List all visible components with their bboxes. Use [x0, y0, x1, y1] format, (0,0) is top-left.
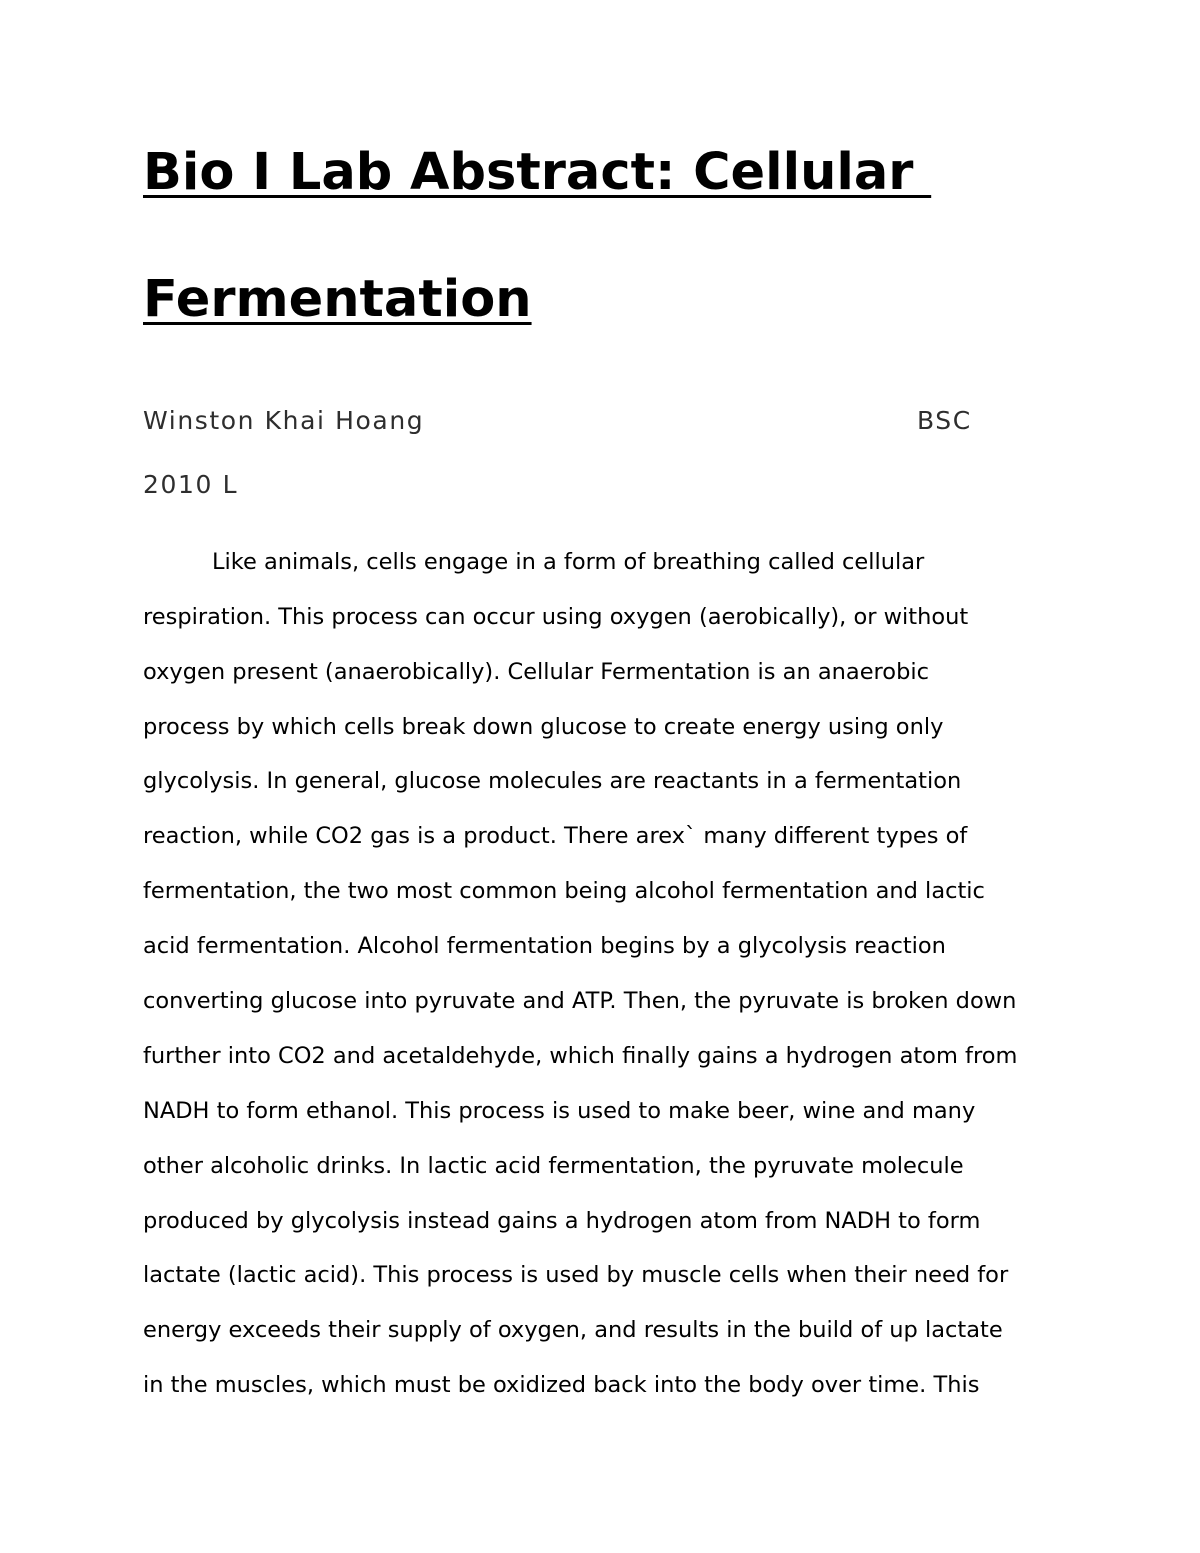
document-title-line-2: Fermentation [143, 270, 532, 329]
body-line: converting glucose into pyruvate and ATP. Then, the pyruvate is broken down [143, 988, 1017, 1014]
body-line: Like animals, cells engage in a form of breathing called cellular [212, 549, 925, 575]
body-line: reaction, while CO2 gas is a product. There arex` many different types of [143, 823, 968, 849]
body-line: further into CO2 and acetaldehyde, which finally gains a hydrogen atom from [143, 1043, 1018, 1069]
body-line: NADH to form ethanol. This process is used to make beer, wine and many [143, 1098, 976, 1124]
body-line: in the muscles, which must be oxidized back into the body over time. This [143, 1372, 980, 1398]
body-line: produced by glycolysis instead gains a hydrogen atom from NADH to form [143, 1208, 981, 1234]
body-line: oxygen present (anaerobically). Cellular Fermentation is an anaerobic [143, 659, 929, 685]
document-title-line-1: Bio I Lab Abstract: Cellular [143, 143, 932, 202]
body-line: fermentation, the two most common being alcohol fermentation and lactic [143, 878, 985, 904]
body-line: energy exceeds their supply of oxygen, and results in the build of up lactate [143, 1317, 1003, 1343]
body-line: process by which cells break down glucose to create energy using only [143, 714, 944, 740]
course-code-part-1: BSC [917, 406, 972, 435]
body-line: lactate (lactic acid). This process is used by muscle cells when their need for [143, 1262, 1009, 1288]
course-code-part-2: 2010 L [143, 470, 239, 499]
body-line: glycolysis. In general, glucose molecules are reactants in a fermentation [143, 768, 962, 794]
body-line: respiration. This process can occur using oxygen (aerobically), or without [143, 604, 969, 630]
author-name: Winston Khai Hoang [143, 406, 425, 435]
body-line: acid fermentation. Alcohol fermentation begins by a glycolysis reaction [143, 933, 946, 959]
body-line: other alcoholic drinks. In lactic acid fermentation, the pyruvate molecule [143, 1153, 964, 1179]
